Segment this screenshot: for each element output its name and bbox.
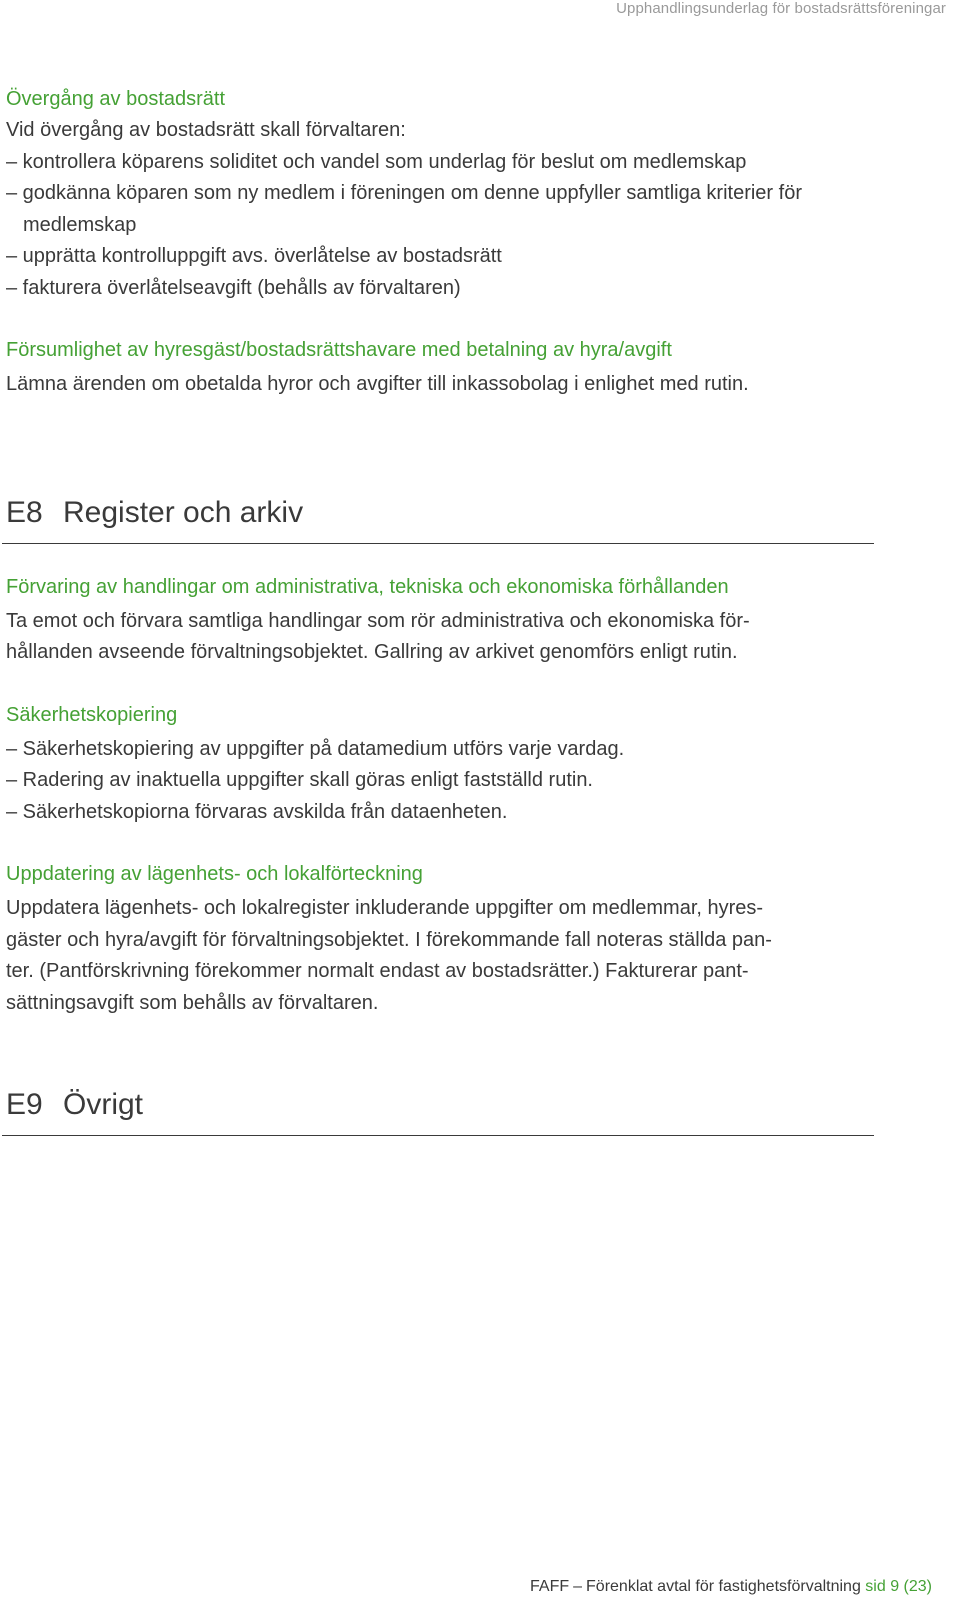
list-item: – Säkerhetskopiering av uppgifter på datamedium utförs varje vardag. bbox=[6, 737, 625, 760]
overgang-intro: Vid övergång av bostadsrätt skall förvaltaren: bbox=[6, 119, 406, 141]
running-header: Upphandlingsunderlag för bostadsrättsföreningar bbox=[616, 0, 946, 17]
footer-doc-title: Förenklat avtal för fastighetsförvaltning bbox=[586, 1578, 861, 1595]
list-item: – kontrollera köparens soliditet och vandel som underlag för beslut om medlemskap bbox=[6, 150, 747, 173]
uppdatering-line-3: ter. (Pantförskrivning förekommer normalt endast av bostadsrätter.) Fakturerar pant- bbox=[6, 960, 749, 982]
subheading-forvaring: Förvaring av handlingar om administrativa, tekniska och ekonomiska förhållanden bbox=[6, 575, 729, 598]
forsumlighet-text: Lämna ärenden om obetalda hyror och avgifter till inkassobolag i enlighet med rutin. bbox=[6, 373, 749, 395]
uppdatering-line-2: gäster och hyra/avgift för förvaltningsobjektet. I förekommande fall noteras ställda pan- bbox=[6, 928, 772, 951]
section-title-e8 bbox=[6, 493, 886, 533]
section-forsumlighet bbox=[6, 335, 886, 401]
uppdatering-line-4: sättningsavgift som behålls av förvaltaren. bbox=[6, 991, 379, 1014]
page-content bbox=[6, 84, 886, 1136]
section-divider bbox=[2, 1135, 874, 1136]
page-number: sid 9 (23) bbox=[865, 1578, 932, 1595]
section-overgang bbox=[6, 84, 886, 304]
forvaring-line-2: hållanden avseende förvaltningsobjektet. Gallring av arkivet genomförs enligt rutin. bbox=[6, 641, 738, 663]
subheading-forsumlighet: Försumlighet av hyresgäst/bostadsrättshavare med betalning av hyra/avgift bbox=[6, 339, 672, 361]
section-number: E9 bbox=[6, 1088, 43, 1121]
subheading-overgang: Övergång av bostadsrätt bbox=[6, 88, 226, 110]
list-item: – upprätta kontrolluppgift avs. överlåtelse av bostadsrätt bbox=[6, 245, 502, 267]
list-item: – fakturera överlåtelseavgift (behålls av förvaltaren) bbox=[6, 276, 461, 299]
section-title-text: Register och arkiv bbox=[63, 495, 304, 529]
list-item: – godkänna köparen som ny medlem i föreningen om denne uppfyller samtliga kriterier för medlemskap bbox=[6, 182, 802, 236]
footer-org: FAFF bbox=[530, 1578, 570, 1595]
list-item: – Radering av inaktuella uppgifter skall göras enligt fastställd rutin. bbox=[6, 769, 593, 791]
section-e9 bbox=[6, 1085, 886, 1136]
footer-dash: – bbox=[573, 1578, 583, 1595]
subheading-sakerhetskopiering: Säkerhetskopiering bbox=[6, 703, 178, 726]
section-title-text: Övrigt bbox=[63, 1088, 144, 1121]
section-number: E8 bbox=[6, 495, 43, 529]
forvaring-line-1: Ta emot och förvara samtliga handlingar som rör administrativa och ekonomiska för- bbox=[6, 609, 750, 632]
subheading-uppdatering: Uppdatering av lägenhets- och lokalförteckning bbox=[6, 863, 423, 885]
section-e8 bbox=[6, 493, 886, 1020]
uppdatering-line-1: Uppdatera lägenhets- och lokalregister inkluderande uppgifter om medlemmar, hyres- bbox=[6, 897, 764, 919]
page-footer bbox=[530, 1578, 932, 1596]
list-item: – Säkerhetskopiorna förvaras avskilda från dataenheten. bbox=[6, 800, 508, 823]
section-title-e9 bbox=[6, 1085, 886, 1125]
